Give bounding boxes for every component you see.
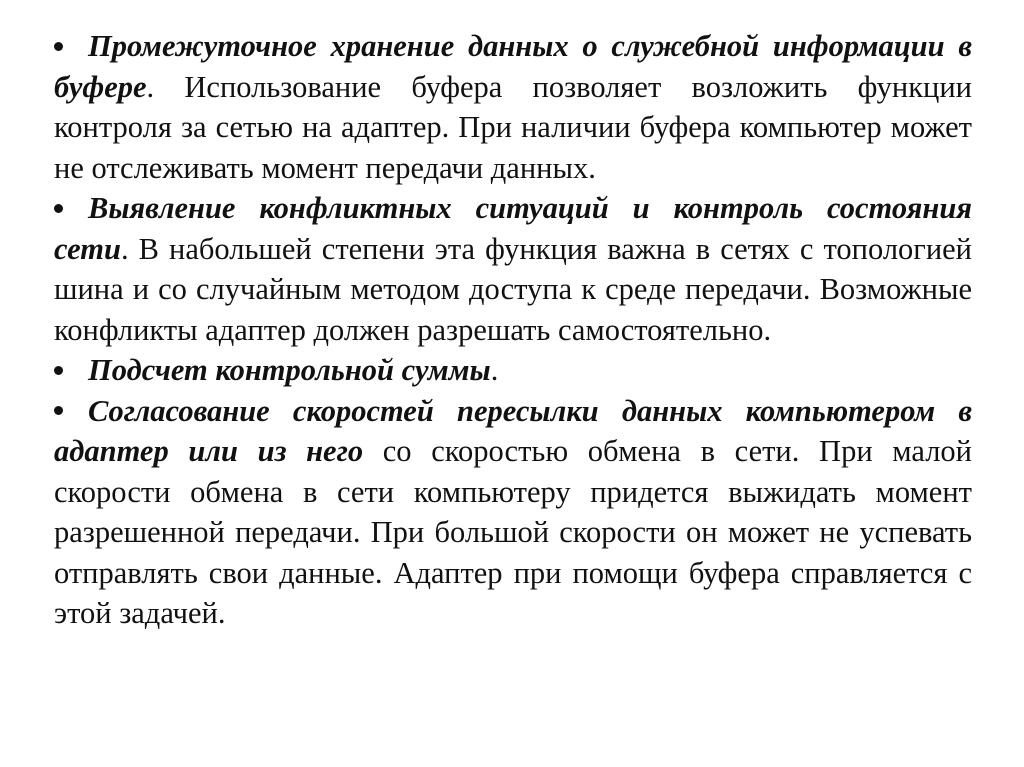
list-item-checksum <box>54 350 972 391</box>
list-item-term: Согласование скоростей пересылки данных компьютером в адаптер или из него <box>54 393 972 468</box>
list-item-term: Промежуточное хранение данных о служебной информации в буфере <box>54 29 972 104</box>
bullet-icon <box>54 366 63 375</box>
bullet-icon <box>54 406 63 415</box>
list-item-text: . <box>490 353 499 387</box>
bullet-icon <box>54 204 63 213</box>
list-item-text: . Использование буфера позволяет возложить функции контроля за сетью на адаптер. При наличии буфера компьютер может не отслеживать момент передачи данных. <box>54 69 972 185</box>
list-item-text: . В набольшей степени эта функция важна в сетях с топологией шина и со случайным методом доступа к среде передачи. Возможные конфликты адаптер должен разрешать самостоятельно. <box>54 231 972 347</box>
bullet-icon <box>54 42 63 51</box>
list-item-term: Выявление конфликтных ситуаций и контроль состояния сети <box>54 191 972 266</box>
list-item-term: Подсчет контрольной суммы <box>88 353 491 387</box>
list-item-text: со скоростью обмена в сети. При малой скорости обмена в сети компьютеру придется выжидать момент разрешенной передачи. При большой скорости он может не успевать отправлять свои данные. Адаптер при помощи буфера справляется с этой задачей. <box>54 434 972 630</box>
list-item-buffer-storage <box>54 26 972 188</box>
slide-content <box>54 26 972 634</box>
list-item-conflict-detection <box>54 188 972 350</box>
list-item-speed-matching <box>54 391 972 634</box>
